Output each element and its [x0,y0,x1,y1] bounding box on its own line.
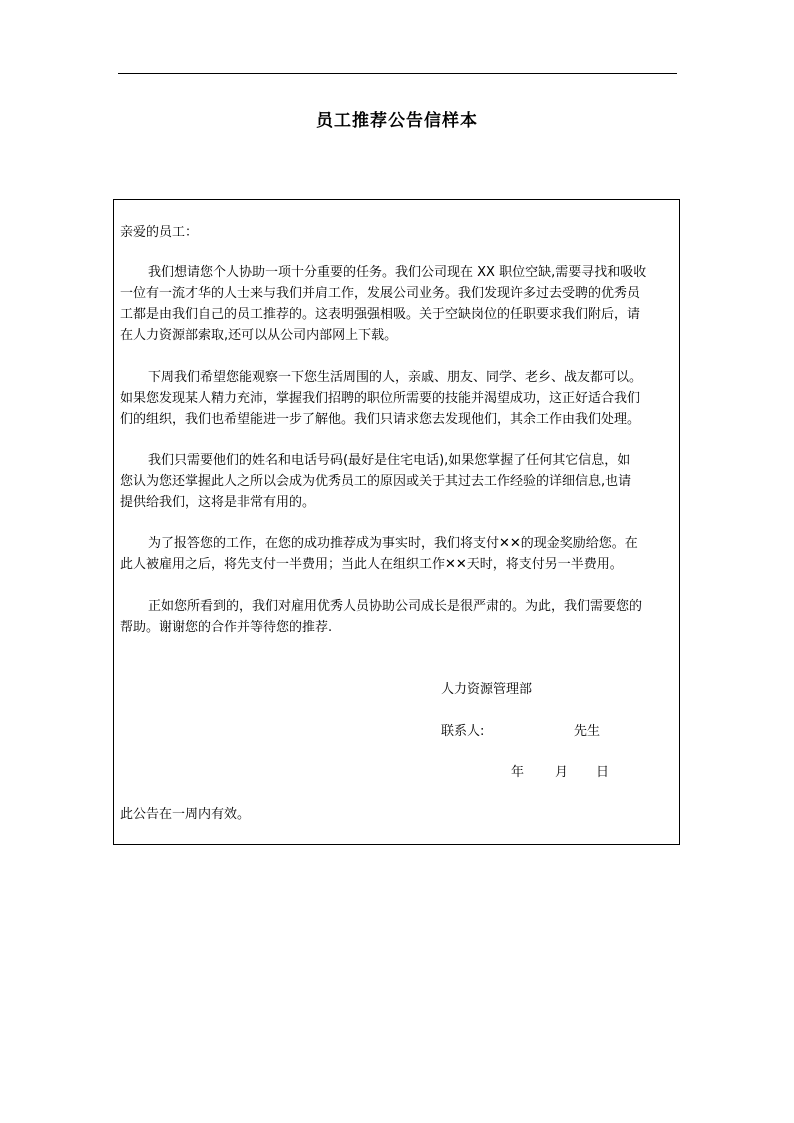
paragraph-1-line-3: 工都是由我们自己的员工推荐的。这表明强强相吸。关于空缺岗位的任职要求我们附后，请 [120,307,641,322]
date-day: 日 [596,765,610,780]
contact-label: 联系人: [441,724,485,739]
salutation: 亲爱的员工： [120,225,199,240]
paragraph-2-line-2: 如果您发现某人精力充沛，掌握我们招聘的职位所需要的技能并渴望成功，这正好适合我们 [120,391,641,406]
paragraph-1-line-1: 我们想请您个人协助一项十分重要的任务。我们公司现在 XX 职位空缺,需要寻找和吸收 [148,265,647,280]
letter-box [113,199,680,845]
signature-department: 人力资源管理部 [441,682,533,697]
paragraph-1-line-4: 在人力资源部索取,还可以从公司内部网上下载。 [120,328,398,343]
footer-note: 此公告在一周内有效。 [120,807,251,822]
paragraph-3-line-3: 提供给我们，这将是非常有用的。 [120,495,316,510]
paragraph-3-line-2: 您认为您还掌握此人之所以会成为优秀员工的原因或关于其过去工作经验的详细信息,也请 [120,474,632,489]
date-year: 年 [511,765,525,780]
document-title: 员工推荐公告信样本 [316,111,478,131]
contact-title: 先生 [574,724,601,739]
paragraph-2-line-1: 下周我们希望您能观察一下您生活周围的人，亲戚、朋友、同学、老乡、战友都可以。 [148,370,643,385]
paragraph-4-line-1: 为了报答您的工作，在您的成功推荐成为事实时，我们将支付✕✕的现金奖励给您。在 [148,536,638,551]
paragraph-2-line-3: 们的组织，我们也希望能进一步了解他。我们只请求您去发现他们，其余工作由我们处理。 [120,412,641,427]
paragraph-1-line-2: 一位有一流才华的人士来与我们并肩工作，发展公司业务。我们发现许多过去受聘的优秀员 [120,286,641,301]
paragraph-3-line-1: 我们只需要他们的姓名和电话号码(最好是住宅电话),如果您掌握了任何其它信息，如 [148,453,631,468]
paragraph-5-line-2: 帮助。谢谢您的合作并等待您的推荐. [120,620,333,635]
date-month: 月 [555,765,569,780]
paragraph-5-line-1: 正如您所看到的，我们对雇用优秀人员协助公司成长是很严肃的。为此，我们需要您的 [148,599,643,614]
header-rule [118,73,677,74]
paragraph-4-line-2: 此人被雇用之后，将先支付一半费用；当此人在组织工作✕✕天时，将支付另一半费用。 [120,557,623,572]
